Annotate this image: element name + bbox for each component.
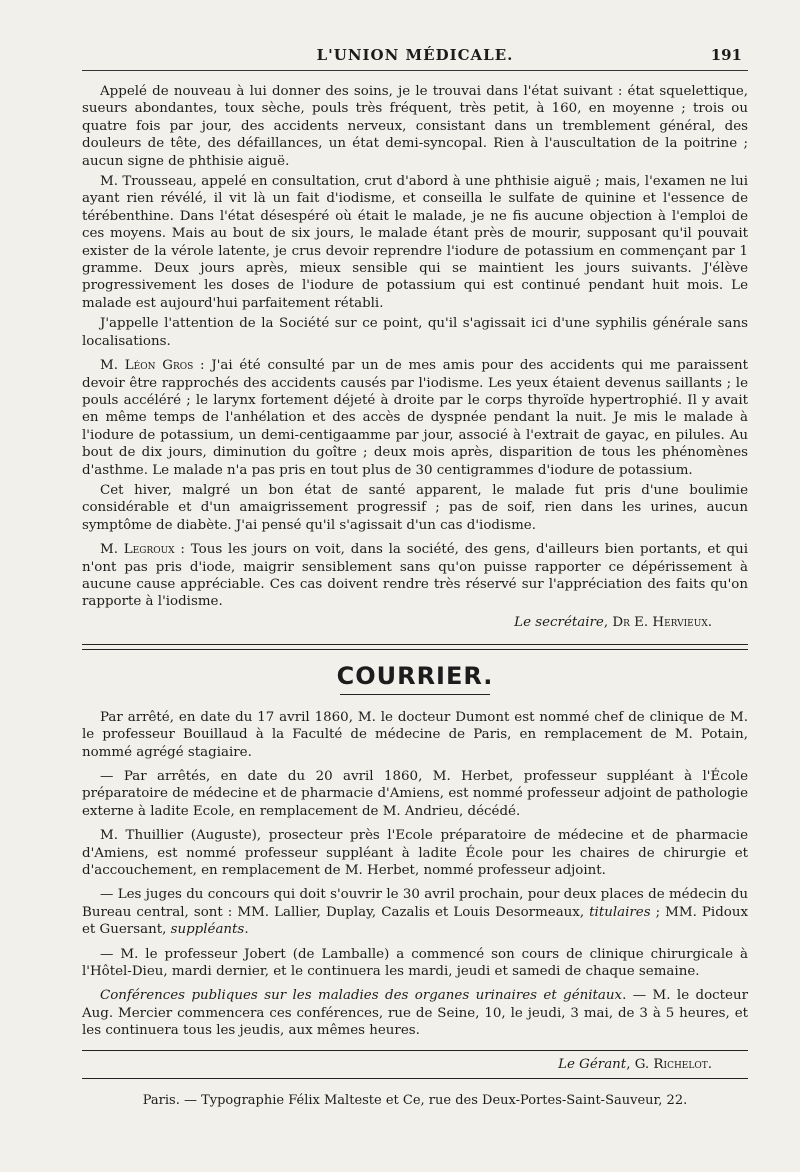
courrier-item-4-end: .	[244, 922, 249, 938]
courrier-item-4-text: — Les juges du concours qui doit s'ouvrir le 30 avril prochain, pour deux places de médecin du Bureau central, sont : MM. Lallier, Duplay, Cazalis et Louis Desormeaux,	[82, 887, 748, 920]
courrier-item-6	[82, 987, 748, 1039]
speaker-name: M. Léon Gros	[100, 358, 194, 374]
courrier-item-4	[82, 886, 748, 938]
heading-underline	[340, 694, 490, 695]
page-header	[82, 40, 748, 71]
secretary-signature	[82, 615, 748, 630]
footer-rule-bottom	[82, 1078, 748, 1079]
page-number: 191	[710, 46, 742, 64]
paragraph-2: M. Trousseau, appelé en consultation, crut d'abord à une phthisie aiguë ; mais, l'examen ne lui ayant rien révélé, il vit là un fait d'iodisme, et conseilla le sulfate de quinine et l'essence de térébenthine. Dans l'état désespéré où était le malade, je ne fis aucune objection à l'emploi de ces moyens. Mais au bout de six jours, le malade étant près de mourir, supposant qu'il pouvait exister de la vérole latente, je crus devoir reprendre l'iodure de potassium en commençant par 1 gramme. Deux jours après, mieux sensible qui se maintient les jours suivants. J'élève progressivement les doses de l'iodure de potassium qui est continué pendant huit mois. Le malade est aujourd'hui parfaitement rétabli.	[82, 174, 748, 311]
journal-title: L'UNION MÉDICALE.	[316, 46, 514, 64]
paragraph-3: J'appelle l'attention de la Société sur ce point, qu'il s'agissait ici d'une syphilis générale sans localisations.	[82, 316, 748, 349]
paragraph-4	[82, 357, 748, 479]
footer-rule-top	[82, 1050, 748, 1051]
courrier-item-5: — M. le professeur Jobert (de Lamballe) a commencé son cours de clinique chirurgicale à l'Hôtel-Dieu, mardi dernier, et le continuera les mardi, jeudi et samedi de chaque semaine.	[82, 946, 748, 980]
gerant-name: , G. Richelot.	[626, 1056, 712, 1072]
paragraph-6	[82, 541, 748, 611]
courrier-item-3: M. Thuillier (Auguste), prosecteur près l'Ecole préparatoire de médecine et de pharmacie d'Amiens, est nommé professeur suppléant à ladite École pour les chaires de chirurgie et d'accouchement, en remplacement de M. Herbet, nommé professeur adjoint.	[82, 828, 748, 879]
courrier-heading: COURRIER.	[336, 661, 494, 690]
paragraph-6-text: : Tous les jours on voit, dans la société, des gens, d'ailleurs bien portants, et qui n'ont pas pris d'iode, maigrir sensiblement sans qu'on puisse rapporter ce dépérissement à aucune cause appréciable. Ces cas doivent rendre très réservé sur l'appréciation des faits qu'on rapporte à l'iodisme.	[82, 542, 748, 610]
courrier-item-4-mid: ; MM. Pidoux et Guersant,	[82, 904, 749, 938]
courrier-item-1: Par arrêté, en date du 17 avril 1860, M. le docteur Dumont est nommé chef de clinique de M. le professeur Bouillaud à la Faculté de médecine de Paris, en remplacement de M. Potain, nommé agrégé stagiaire.	[82, 709, 748, 760]
gerant-role: Le Gérant	[558, 1056, 627, 1072]
courrier-item-6-text: . — M. le docteur Aug. Mercier commencera ces conférences, rue de Seine, 10, le jeudi, 3 mai, de 3 à 5 heures, et les continuera tous les jeudis, aux mêmes heures.	[82, 988, 749, 1039]
paragraph-5: Cet hiver, malgré un bon état de santé apparent, le malade fut pris d'une boulimie considérable et d'un amaigrissement progressif ; pas de soif, rien dans les urines, aucun symptôme de diabète. J'ai pensé qu'il s'agissait d'un cas d'iodisme.	[82, 482, 748, 533]
paragraph-4-text: : J'ai été consulté par un de mes amis pour des accidents qui me paraissent devoir être rapprochés des accidents causés par l'iodisme. Les yeux étaient devenus saillants ; le pouls accéléré ; le larynx fortement déjeté à droite par le corps thyroïde hypertrophié. Il y avait en même temps de l'anhélation et des accès de dyspnée pendant la nuit. Je mis le malade à l'iodure de potassium, un demi-centigaamme par jour, associé à l'extrait de gayac, en pilules. Au bout de dix jours, diminution du goître ; deux mois après, disparition de tous les phénomènes d'asthme. Le malade n'a pas pris en tout plus de 30 centigrammes d'iodure de potassium.	[82, 358, 748, 478]
paragraph-1: Appelé de nouveau à lui donner des soins, je le trouvai dans l'état suivant : état squelettique, sueurs abondantes, toux sèche, pouls très fréquent, très petit, à 160, en moyenne ; trois ou quatre fois par jour, des accidents nerveux, consistant dans un tremblement général, des douleurs de tête, des défaillances, un état demi-syncopal. Rien à l'auscultation de la poitrine ; aucun signe de phthisie aiguë.	[82, 84, 748, 169]
courrier-item-2: — Par arrêtés, en date du 20 avril 1860, M. Herbet, professeur suppléant à l'École préparatoire de médecine et de pharmacie d'Amiens, est nommé professeur adjoint de pathologie externe à ladite Ecole, en remplacement de M. Andrieu, décédé.	[82, 769, 748, 819]
signature-name: , Dr E. Hervieux.	[603, 614, 712, 630]
courrier-item-4-titulaires: titulaires	[589, 904, 651, 920]
article-body	[82, 83, 748, 630]
printer-imprint: Paris. — Typographie Félix Malteste et Ce, rue des Deux-Portes-Saint-Sauveur, 22.	[142, 1092, 688, 1108]
section-divider	[82, 644, 748, 650]
signature-role: Le secrétaire	[514, 614, 604, 630]
speaker-name: M. Legroux	[100, 542, 175, 558]
courrier-item-4-suppleants: suppléants	[170, 922, 245, 938]
courrier-body	[82, 709, 748, 1040]
courrier-item-6-title: Conférences publiques sur les maladies des organes urinaires et génitaux	[100, 988, 623, 1004]
gerant-signature	[82, 1057, 748, 1072]
